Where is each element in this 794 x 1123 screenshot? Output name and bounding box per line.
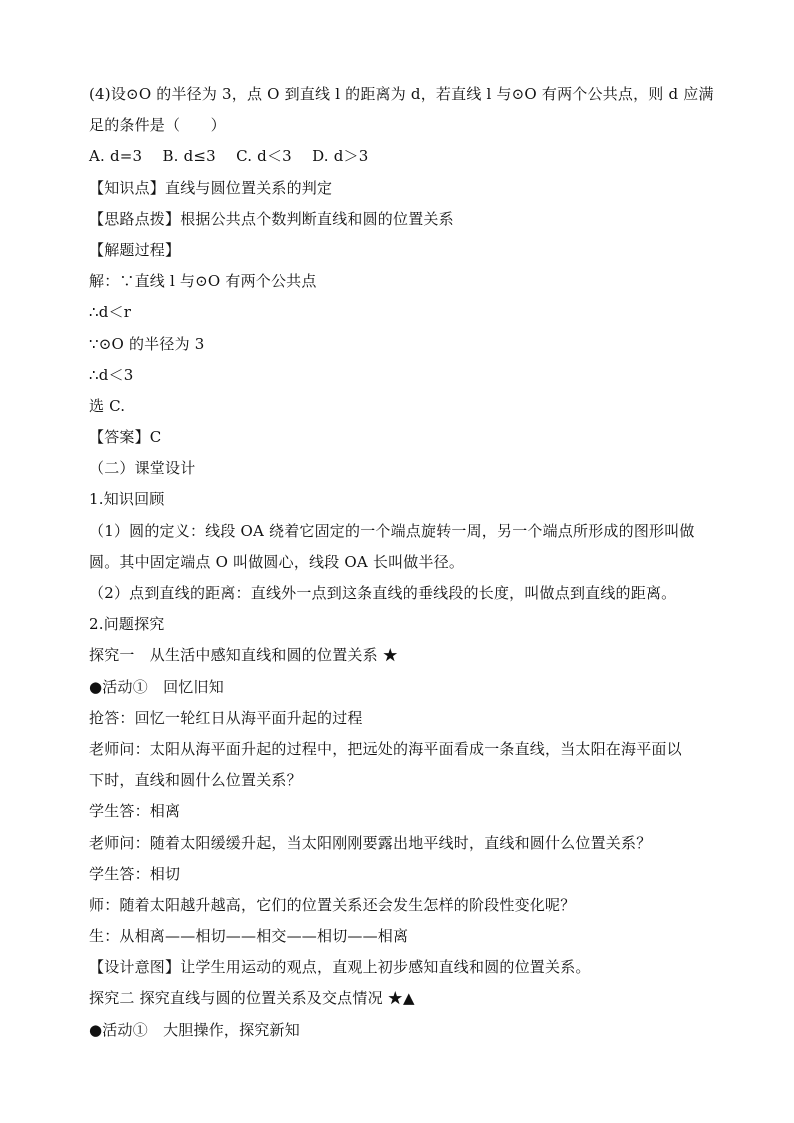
dialogue-line-3: 下时，直线和圆什么位置关系？ <box>89 771 302 790</box>
document-body <box>89 79 721 1046</box>
subsection-knowledge-review: 1.知识回顾 <box>89 490 165 509</box>
dialogue-line-4: 学生答：相离 <box>89 802 181 821</box>
solution-process-heading: 【解题过程】 <box>89 240 181 259</box>
exploration-1-heading: 探究一 从生活中感知直线和圆的位置关系 ★ <box>89 646 398 665</box>
answer-line: 【答案】C <box>89 428 162 447</box>
solution-hint: 【思路点拨】根据公共点个数判断直线和圆的位置关系 <box>89 209 454 228</box>
dialogue-line-8: 生：从相离——相切——相交——相切——相离 <box>89 927 409 946</box>
solution-step-4: ∴d＜3 <box>89 365 134 384</box>
dialogue-line-1: 抢答：回忆一轮红日从海平面升起的过程 <box>89 708 363 727</box>
solution-step-1: 解：∵直线 l 与⊙O 有两个公共点 <box>89 272 317 291</box>
dialogue-line-7: 师：随着太阳越升越高，它们的位置关系还会发生怎样的阶段性变化呢？ <box>89 895 576 914</box>
dialogue-line-5: 老师问：随着太阳缓缓升起，当太阳刚刚要露出地平线时，直线和圆什么位置关系？ <box>89 833 652 852</box>
solution-choice: 选 C. <box>89 396 126 415</box>
dialogue-line-2: 老师问：太阳从海平面升起的过程中，把远处的海平面看成一条直线，当太阳在海平面以 <box>89 739 682 758</box>
section-classroom-design: （二）课堂设计 <box>89 459 196 478</box>
answer-options: A. d=3 B. d≤3 C. d＜3 D. d＞3 <box>89 147 369 166</box>
activity-1-heading-2: ●活动① 大胆操作，探究新知 <box>89 1020 300 1039</box>
question-4-line-2: 足的条件是（ ） <box>89 116 226 135</box>
solution-step-3: ∵⊙O 的半径为 3 <box>89 334 205 353</box>
review-item-1-line-2: 圆。其中固定端点 O 叫做圆心，线段 OA 长叫做半径。 <box>89 552 465 571</box>
solution-step-2: ∴d＜r <box>89 303 132 322</box>
design-intent: 【设计意图】让学生用运动的观点，直观上初步感知直线和圆的位置关系。 <box>89 958 591 977</box>
subsection-problem-exploration: 2.问题探究 <box>89 615 165 634</box>
review-item-2: （2）点到直线的距离：直线外一点到这条直线的垂线段的长度，叫做点到直线的距离。 <box>89 584 677 602</box>
review-item-1-line-1: （1）圆的定义：线段 OA 绕着它固定的一个端点旋转一周，另一个端点所形成的图形叫做 <box>89 521 695 540</box>
exploration-2-heading: 探究二 探究直线与圆的位置关系及交点情况 ★▲ <box>89 989 415 1008</box>
knowledge-point: 【知识点】直线与圆位置关系的判定 <box>89 178 333 197</box>
activity-1-heading: ●活动① 回忆旧知 <box>89 677 224 696</box>
question-4-line-1: (4)设⊙O 的半径为 3，点 O 到直线 l 的距离为 d，若直线 l 与⊙O 有两个公共点，则 d 应满 <box>89 85 714 103</box>
dialogue-line-6: 学生答：相切 <box>89 864 181 883</box>
